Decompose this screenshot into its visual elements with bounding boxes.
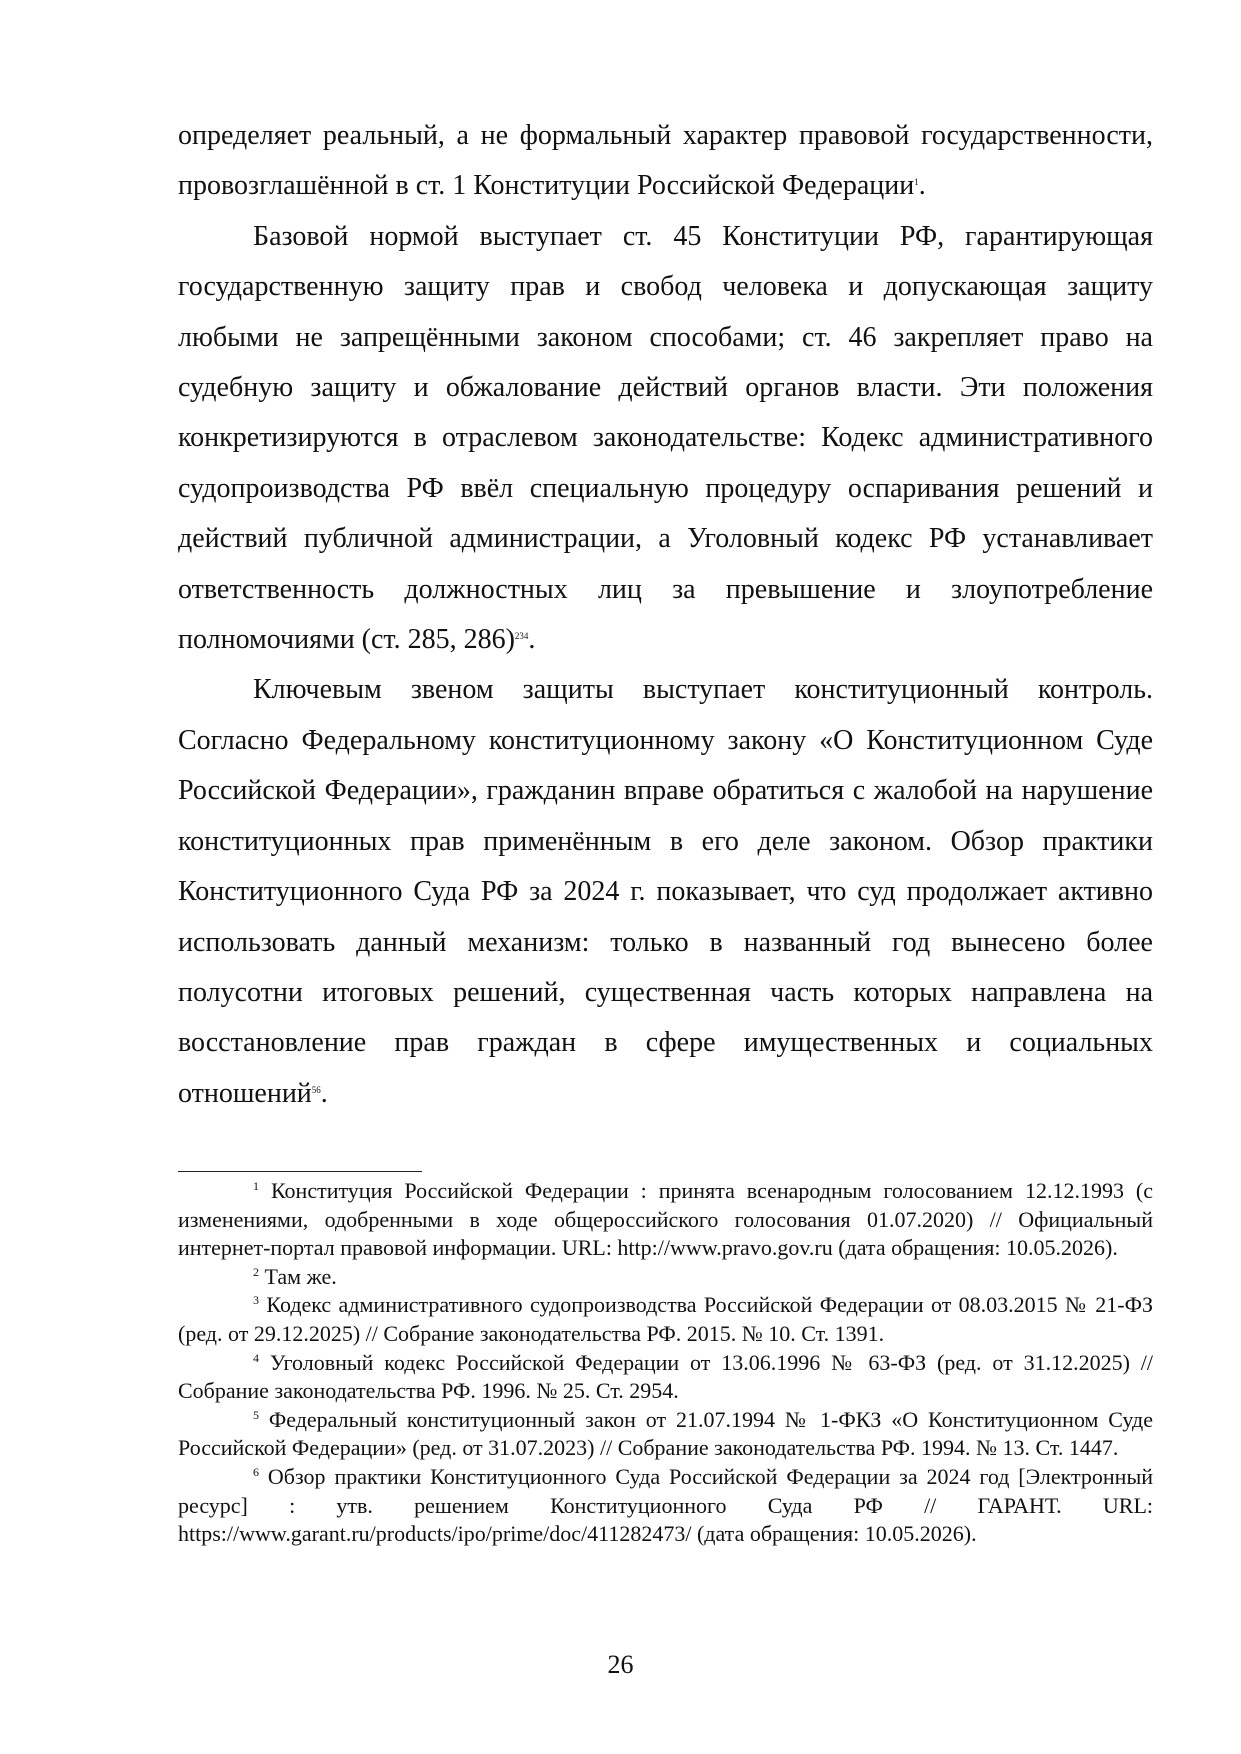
footnote-number: 6 <box>253 1464 259 1479</box>
main-text <box>178 111 1153 1119</box>
footnote-ref: 234 <box>514 631 529 642</box>
footnote-6 <box>178 1463 1153 1549</box>
footnote-separator <box>178 1171 422 1172</box>
footnote-number: 1 <box>253 1179 259 1193</box>
paragraph-1 <box>178 111 1153 212</box>
footnote-5 <box>178 1406 1153 1463</box>
paragraph-end: . <box>320 1077 328 1109</box>
paragraph-text: Базовой нормой выступает ст. 45 Конституции РФ, гарантирующая государственную защиту прав и свобод человека и допускающая защиту любыми не запрещёнными законом способами; ст. 46 закрепляет право на судебную защиту и обжалование действий органов власти. Эти положения конкретизируются в отраслевом законодательстве: Кодекс административного судопроизводства РФ ввёл специальную процедуру оспаривания решений и действий публичной администрации, а Уголовный кодекс РФ устанавливает ответственность должностных лиц за превышение и злоупотребление полномочиями (ст. 285, 286) <box>178 220 1153 656</box>
footnote-text: Федеральный конституционный закон от 21.07.1994 № 1-ФКЗ «О Конституционном Суде Российской Федерации» (ред. от 31.07.2023) // Собрание законодательства РФ. 1994. № 13. Ст. 1447. <box>178 1406 1154 1461</box>
footnote-3 <box>178 1291 1153 1348</box>
footnote-ref: 56 <box>311 1084 321 1095</box>
paragraph-3 <box>178 665 1153 1119</box>
footnote-2 <box>178 1263 1153 1292</box>
footnote-ref: 1 <box>914 177 919 188</box>
footnote-text: Конституция Российской Федерации : принята всенародным голосованием 12.12.1993 (с изменениями, одобренными в ходе общероссийского голосования 01.07.2020) // Официальный интернет-портал правовой информации. URL: http://www.pravo.gov.ru (дата обращения: 10.05.2026). <box>178 1178 1153 1261</box>
paragraph-text: Ключевым звеном защиты выступает конституционный контроль. Согласно Федеральному конституционному закону «О Конституционном Суде Российской Федерации», гражданин вправе обратиться с жалобой на нарушение конституционных прав применённым в его деле законом. Обзор практики Конституционного Суда РФ за 2024 г. показывает, что суд продолжает активно использовать данный механизм: только в названный год вынесено более полусотни итоговых решений, существенная часть которых направлена на восстановление прав граждан в сфере имущественных и социальных отношений <box>178 674 1153 1109</box>
paragraph-2 <box>178 212 1153 666</box>
footnote-number: 3 <box>253 1293 259 1308</box>
footnote-text: Там же. <box>264 1263 337 1289</box>
paragraph-end: . <box>528 624 536 656</box>
footnote-number: 4 <box>253 1350 259 1365</box>
footnote-1 <box>178 1177 1153 1263</box>
footnote-text: Обзор практики Конституционного Суда Российской Федерации за 2024 год [Электронный ресурс] : утв. решением Конституционного Суда РФ // ГАРАНТ. URL: https://www.garant.ru/products/ipo/prime/doc/411282473/ (дата обращения: 10.05.2026). <box>178 1463 1153 1547</box>
footnote-number: 5 <box>253 1407 259 1422</box>
page-number: 26 <box>607 1650 634 1679</box>
paragraph-text: определяет реальный, а не формальный характер правовой государственности, провозглашённой в ст. 1 Конституции Российской Федерации <box>178 120 1153 202</box>
footnote-number: 2 <box>253 1264 259 1279</box>
footnote-text: Уголовный кодекс Российской Федерации от 13.06.1996 № 63-ФЗ (ред. от 31.12.2025) // Собрание законодательства РФ. 1996. № 25. Ст. 2954. <box>178 1349 1154 1404</box>
footnotes <box>178 1177 1153 1549</box>
footnote-4 <box>178 1349 1153 1406</box>
paragraph-end: . <box>918 170 926 202</box>
footnote-text: Кодекс административного судопроизводства Российской Федерации от 08.03.2015 № 21-ФЗ (ред. от 29.12.2025) // Собрание законодательства РФ. 2015. № 10. Ст. 1391. <box>178 1292 1154 1346</box>
